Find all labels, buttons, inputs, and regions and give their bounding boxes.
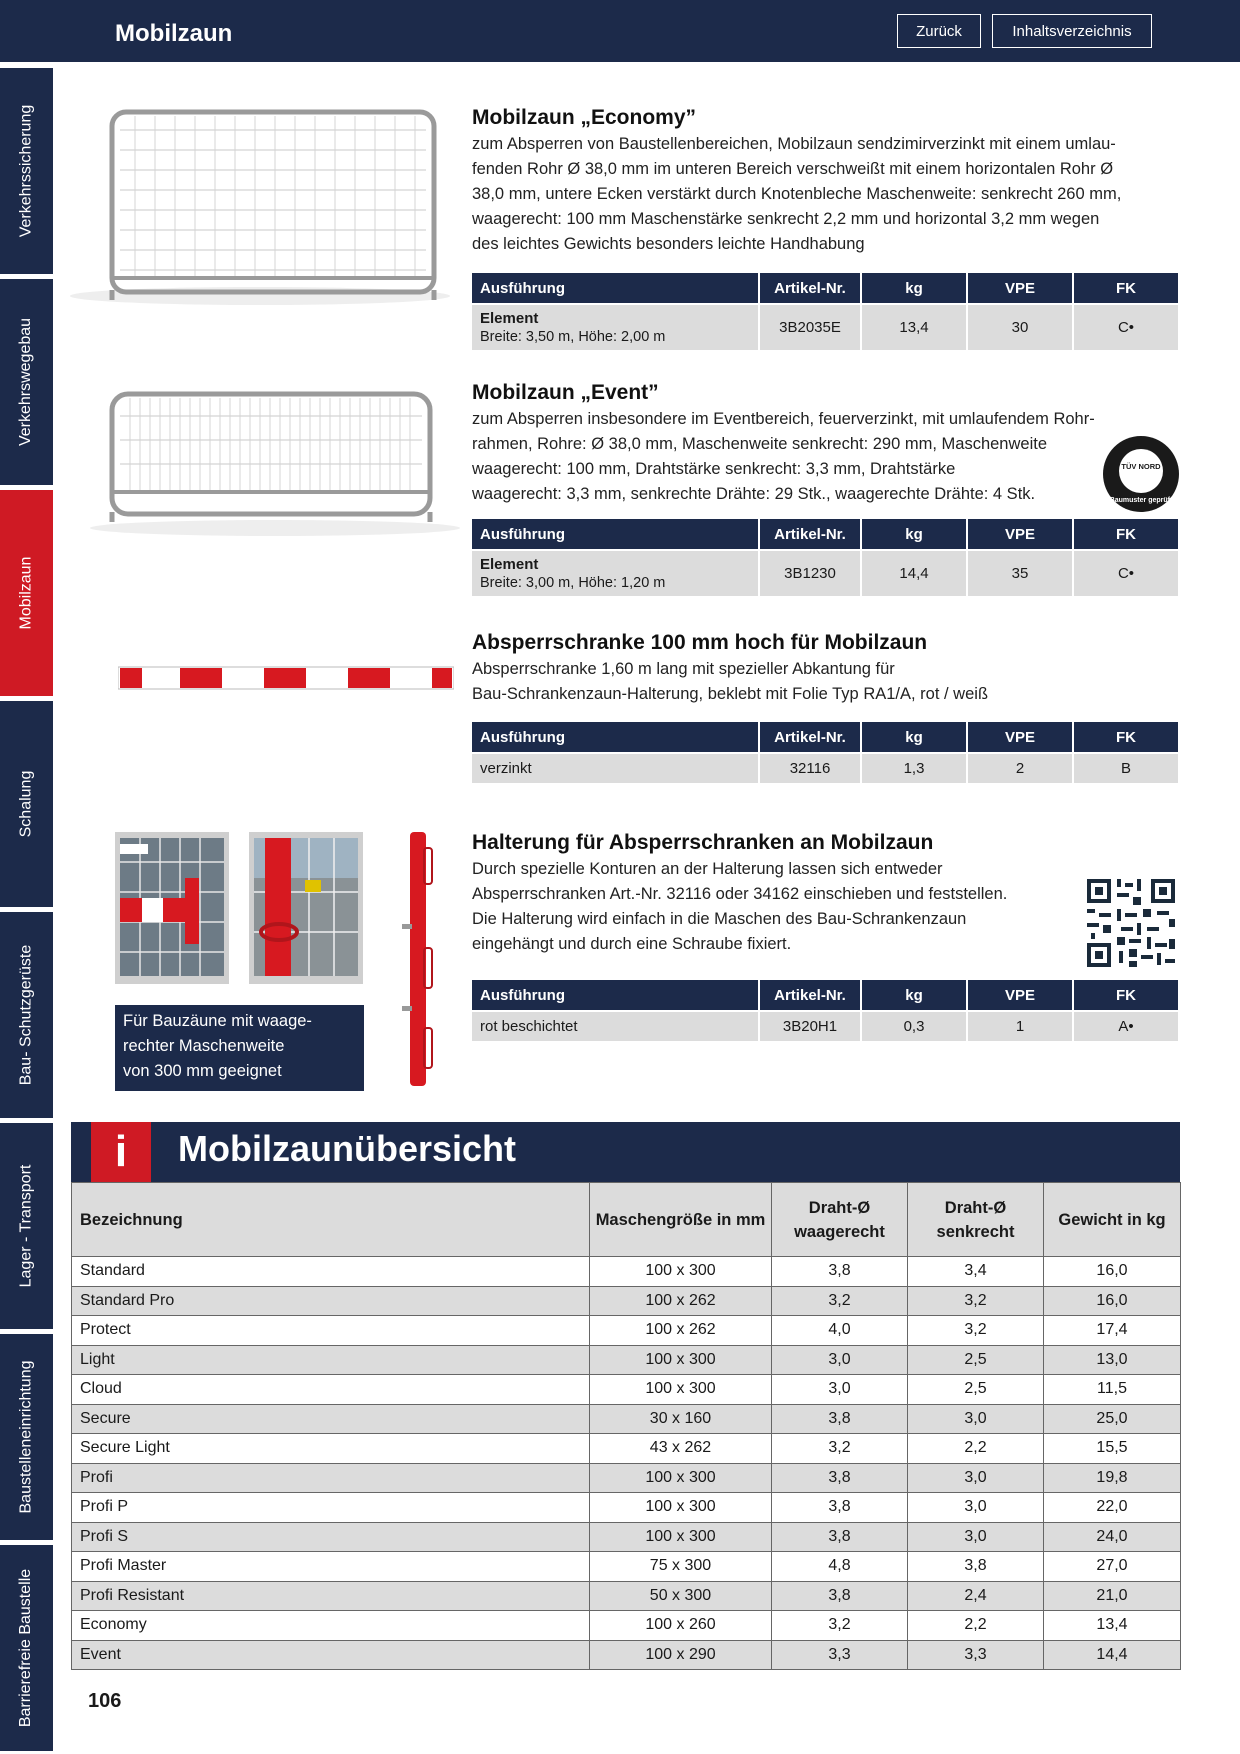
table-cell: 2,2 — [908, 1611, 1044, 1641]
sidebar-item-label: Mobilzaun — [17, 556, 35, 630]
table-cell: 13,0 — [1044, 1345, 1181, 1375]
table-cell: Profi P — [72, 1493, 590, 1523]
overview-table — [71, 1182, 1181, 1670]
table-cell: 3,8 — [772, 1257, 908, 1287]
table-cell: 3,0 — [908, 1493, 1044, 1523]
table-cell: 3,2 — [772, 1434, 908, 1464]
sidebar-item-label: Schalung — [17, 770, 35, 838]
table-row: verzinkt 32116 1,3 2 B — [472, 753, 1178, 783]
table-row: Element Breite: 3,50 m, Höhe: 2,00 m 3B2035E 13,4 30 C• — [472, 304, 1178, 350]
table-cell: Secure — [72, 1404, 590, 1434]
table-cell: 3,3 — [908, 1640, 1044, 1670]
svg-text:TÜV NORD: TÜV NORD — [1121, 462, 1161, 471]
table-cell: 3,8 — [908, 1552, 1044, 1582]
table-cell: 100 x 262 — [590, 1286, 772, 1316]
table-cell: Profi Resistant — [72, 1581, 590, 1611]
product-table-absperrschranke: Ausführung Artikel-Nr. kg VPE FK verzinkt 32116 1,3 2 B — [472, 722, 1178, 783]
event-fence-image — [60, 380, 460, 540]
product-title-event: Mobilzaun „Event” — [472, 381, 659, 404]
table-row — [72, 1493, 1181, 1523]
svg-text:Baumuster geprüft: Baumuster geprüft — [1109, 497, 1173, 504]
table-cell: Secure Light — [72, 1434, 590, 1464]
table-cell: 3,2 — [772, 1286, 908, 1316]
table-cell: 15,5 — [1044, 1434, 1181, 1464]
column-header: Maschengröße in mm — [590, 1183, 772, 1257]
table-cell: 3,0 — [908, 1404, 1044, 1434]
table-cell: 22,0 — [1044, 1493, 1181, 1523]
table-cell: 3,0 — [908, 1522, 1044, 1552]
overview-title: Mobilzaunübersicht — [178, 1128, 517, 1169]
table-row — [72, 1375, 1181, 1405]
column-header: Draht-Ø waagerecht — [772, 1183, 908, 1257]
table-cell: Profi — [72, 1463, 590, 1493]
table-cell: 3,8 — [772, 1463, 908, 1493]
sidebar-item-label: Verkehrswegebau — [17, 317, 35, 447]
table-cell: 2,5 — [908, 1345, 1044, 1375]
table-cell: 100 x 300 — [590, 1345, 772, 1375]
table-cell: Profi Master — [72, 1552, 590, 1582]
table-row — [72, 1404, 1181, 1434]
table-cell: 30 x 160 — [590, 1404, 772, 1434]
product-table-event: Ausführung Artikel-Nr. kg VPE FK Element Breite: 3,00 m, Höhe: 1,20 m 3B1230 14,4 35 C• — [472, 519, 1178, 596]
table-row — [72, 1611, 1181, 1641]
sidebar-item-label: Baustelleneinrichtung — [17, 1360, 35, 1514]
sidebar-item-mobilzaun[interactable] — [0, 490, 53, 696]
table-cell: 24,0 — [1044, 1522, 1181, 1552]
table-cell: 2,5 — [908, 1375, 1044, 1405]
table-cell: 75 x 300 — [590, 1552, 772, 1582]
table-cell: 3,8 — [772, 1404, 908, 1434]
table-cell: 100 x 262 — [590, 1316, 772, 1346]
sidebar-item-label: Verkehrssicherung — [17, 104, 35, 238]
table-cell: 3,0 — [908, 1463, 1044, 1493]
table-cell: 3,0 — [772, 1375, 908, 1405]
table-row — [72, 1581, 1181, 1611]
table-cell: 3,2 — [908, 1286, 1044, 1316]
table-cell: 2,2 — [908, 1434, 1044, 1464]
table-cell: 3,4 — [908, 1257, 1044, 1287]
tuev-badge-icon — [1100, 433, 1182, 515]
table-cell: 16,0 — [1044, 1286, 1181, 1316]
back-button[interactable]: Zurück — [897, 14, 981, 48]
holder-photo-1 — [115, 832, 229, 984]
table-cell: 3,3 — [772, 1640, 908, 1670]
sidebar-item-label: Barrierefreie Baustelle — [17, 1568, 35, 1728]
table-cell: 3,2 — [772, 1611, 908, 1641]
table-row — [72, 1316, 1181, 1346]
table-cell: 3,8 — [772, 1493, 908, 1523]
table-cell: 3,2 — [908, 1316, 1044, 1346]
table-cell: 100 x 300 — [590, 1375, 772, 1405]
table-row — [72, 1286, 1181, 1316]
table-row — [72, 1257, 1181, 1287]
table-cell: Event — [72, 1640, 590, 1670]
product-table-economy: Ausführung Artikel-Nr. kg VPE FK Element Breite: 3,50 m, Höhe: 2,00 m 3B2035E 13,4 30 C• — [472, 273, 1178, 350]
table-cell: 50 x 300 — [590, 1581, 772, 1611]
table-cell: Standard Pro — [72, 1286, 590, 1316]
table-cell: 25,0 — [1044, 1404, 1181, 1434]
table-cell: Profi S — [72, 1522, 590, 1552]
sidebar-item-schalung[interactable] — [0, 701, 53, 907]
product-title-economy: Mobilzaun „Economy” — [472, 106, 697, 129]
table-cell: Cloud — [72, 1375, 590, 1405]
holder-product-image — [400, 828, 440, 1090]
table-row — [72, 1552, 1181, 1582]
sidebar-item-bau-schutzgerueste[interactable] — [0, 912, 53, 1118]
table-cell: 100 x 300 — [590, 1493, 772, 1523]
product-title-halterung: Halterung für Absperrschranken an Mobilzaun — [472, 831, 934, 854]
info-icon: i — [91, 1122, 151, 1182]
table-cell: 100 x 260 — [590, 1611, 772, 1641]
table-row: Element Breite: 3,00 m, Höhe: 1,20 m 3B1230 14,4 35 C• — [472, 550, 1178, 596]
info-box: Für Bauzäune mit waage- rechter Maschenweite von 300 mm geeignet — [115, 1005, 364, 1091]
table-row — [72, 1345, 1181, 1375]
table-row — [72, 1434, 1181, 1464]
table-cell: 21,0 — [1044, 1581, 1181, 1611]
sidebar-item-verkehrswegebau[interactable] — [0, 279, 53, 485]
sidebar-item-lager-transport[interactable] — [0, 1123, 53, 1329]
table-cell: 16,0 — [1044, 1257, 1181, 1287]
table-cell: Standard — [72, 1257, 590, 1287]
qr-code-icon[interactable] — [1083, 875, 1179, 971]
column-header: Draht-Ø senkrecht — [908, 1183, 1044, 1257]
table-cell: 100 x 300 — [590, 1463, 772, 1493]
table-cell: 100 x 290 — [590, 1640, 772, 1670]
table-cell: 3,0 — [772, 1345, 908, 1375]
product-table-halterung: Ausführung Artikel-Nr. kg VPE FK rot beschichtet 3B20H1 0,3 1 A• — [472, 980, 1178, 1041]
product-title-absperrschranke: Absperrschranke 100 mm hoch für Mobilzaun — [472, 631, 928, 654]
table-cell: Economy — [72, 1611, 590, 1641]
table-cell: Light — [72, 1345, 590, 1375]
table-row — [72, 1640, 1181, 1670]
economy-fence-image — [60, 100, 460, 310]
table-cell: 100 x 300 — [590, 1522, 772, 1552]
table-cell: 2,4 — [908, 1581, 1044, 1611]
sidebar-item-barrierefreie-baustelle[interactable] — [0, 1545, 53, 1751]
sidebar-item-label: Lager - Transport — [17, 1164, 35, 1288]
product-desc-absperrschranke: Absperrschranke 1,60 m lang mit spezieller Abkantung für Bau-Schrankenzaun-Halterung, beklebt mit Folie Typ RA1/A, rot / weiß — [472, 660, 989, 703]
column-header: Bezeichnung — [72, 1183, 590, 1257]
table-cell: 19,8 — [1044, 1463, 1181, 1493]
toc-button[interactable]: Inhaltsverzeichnis — [992, 14, 1152, 48]
holder-photo-2 — [249, 832, 363, 984]
page-title: Mobilzaun — [115, 20, 233, 47]
table-cell: 43 x 262 — [590, 1434, 772, 1464]
table-cell: 4,8 — [772, 1552, 908, 1582]
table-cell: 4,0 — [772, 1316, 908, 1346]
table-row — [72, 1522, 1181, 1552]
table-cell: 13,4 — [1044, 1611, 1181, 1641]
sidebar-item-baustelleneinrichtung[interactable] — [0, 1334, 53, 1540]
page-header — [0, 0, 1240, 62]
product-desc-event: zum Absperren insbesondere im Eventbereich, feuerverzinkt, mit umlaufendem Rohr- rahmen, Rohre: Ø 38,0 mm, Maschenweite senkrecht: 290 mm, Maschenweite waagerecht: 100 mm, Drahtstärke senkrecht: 3,3 mm, Drahtstärke waagerecht: 3,3 mm, senkrechte Drähte: 29 Stk., waagerechte Drähte: 4 Stk. — [472, 410, 1095, 503]
table-cell: 14,4 — [1044, 1640, 1181, 1670]
table-cell: 11,5 — [1044, 1375, 1181, 1405]
table-cell: 17,4 — [1044, 1316, 1181, 1346]
page-number: 106 — [88, 1690, 122, 1712]
table-cell: 27,0 — [1044, 1552, 1181, 1582]
table-cell: 3,8 — [772, 1522, 908, 1552]
column-header: Gewicht in kg — [1044, 1183, 1181, 1257]
product-desc-economy: zum Absperren von Baustellenbereichen, Mobilzaun sendzimirverzinkt mit einem umlau- fenden Rohr Ø 38,0 mm im unteren Bereich verschweißt mit einem horizontalen Rohr Ø 38,0 mm, untere Ecken verstärkt durch Knotenbleche Maschenweite: senkrecht 260 mm, waagerecht: 100 mm Maschenstärke senkrecht 2,2 mm und horizontal 3,2 mm wegen des leichtes Gewichts besonders leichte Handhabung — [472, 135, 1122, 253]
sidebar-item-verkehrssicherung[interactable] — [0, 68, 53, 274]
barrier-beam-image — [118, 665, 454, 691]
product-desc-halterung: Durch spezielle Konturen an der Halterung lassen sich entweder Absperrschranken Art.-Nr. 32116 oder 34162 einschieben und feststellen. Die Halterung wird einfach in die Maschen des Bau-Schrankenzaun eingehängt und durch eine Schraube fixiert. — [472, 860, 1008, 953]
table-cell: 100 x 300 — [590, 1257, 772, 1287]
sidebar-item-label: Bau- Schutzgerüste — [17, 944, 35, 1086]
table-cell: 3,8 — [772, 1581, 908, 1611]
table-row — [72, 1463, 1181, 1493]
table-row: rot beschichtet 3B20H1 0,3 1 A• — [472, 1011, 1178, 1041]
table-cell: Protect — [72, 1316, 590, 1346]
